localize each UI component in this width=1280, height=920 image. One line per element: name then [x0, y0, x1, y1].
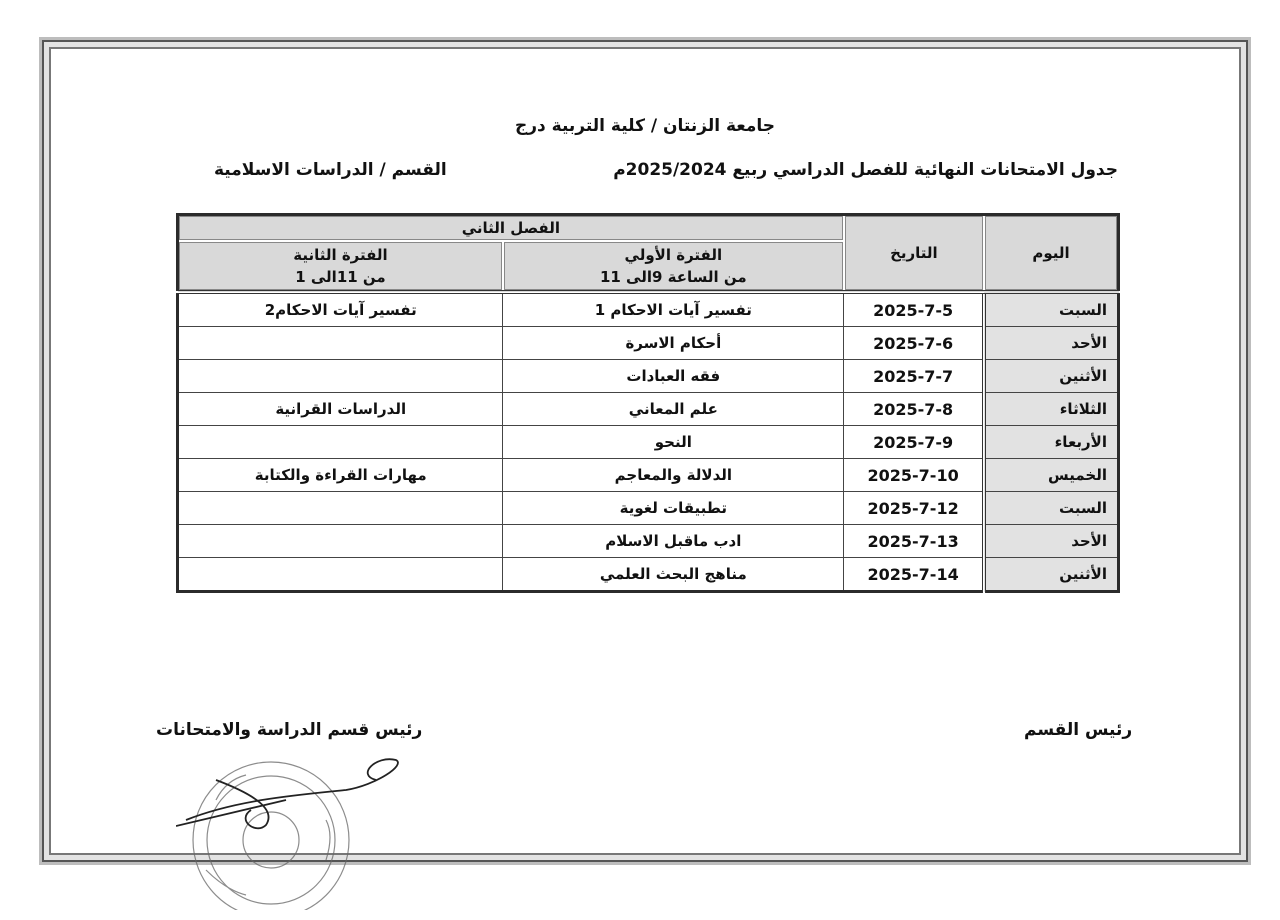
- day-cell: الأربعاء: [984, 426, 1118, 459]
- table-row: [178, 393, 1119, 426]
- date-cell: 2025-7-14: [844, 558, 984, 592]
- header-semester: الفصل الثاني: [178, 215, 844, 242]
- day-cell: الخميس: [984, 459, 1118, 492]
- table-row: [178, 327, 1119, 360]
- date-cell: 2025-7-12: [844, 492, 984, 525]
- official-stamp-signature: [176, 740, 416, 910]
- table-row: [178, 292, 1119, 327]
- period-2-cell: [178, 558, 503, 592]
- date-cell: 2025-7-6: [844, 327, 984, 360]
- header-period-2: [178, 241, 503, 292]
- table-row: [178, 360, 1119, 393]
- table-row: [178, 426, 1119, 459]
- period-2-cell: [178, 525, 503, 558]
- date-cell: 2025-7-9: [844, 426, 984, 459]
- period-1-cell: تفسير آيات الاحكام 1: [503, 292, 844, 327]
- period-2-cell: [178, 327, 503, 360]
- period-1-cell: علم المعاني: [503, 393, 844, 426]
- schedule-title: جدول الامتحانات النهائية للفصل الدراسي ربيع 2025/2024م: [613, 160, 1118, 180]
- period-2-cell: [178, 492, 503, 525]
- day-cell: السبت: [984, 292, 1118, 327]
- exam-schedule-table: [176, 213, 1120, 593]
- period-2-label: الفترة الثانية: [293, 246, 388, 264]
- period-1-time: من الساعة 9الى 11: [599, 268, 747, 286]
- day-cell: الأثنين: [984, 360, 1118, 393]
- header-period-1: [503, 241, 844, 292]
- period-1-cell: ادب ماقبل الاسلام: [503, 525, 844, 558]
- period-1-cell: تطبيقات لغوية: [503, 492, 844, 525]
- period-1-cell: أحكام الاسرة: [503, 327, 844, 360]
- period-2-cell: تفسير آيات الاحكام2: [178, 292, 503, 327]
- table-row: [178, 558, 1119, 592]
- table-row: [178, 459, 1119, 492]
- period-1-cell: النحو: [503, 426, 844, 459]
- department-label: القسم / الدراسات الاسلامية: [214, 160, 447, 180]
- day-cell: الثلاثاء: [984, 393, 1118, 426]
- department-head-signature-label: رئيس القسم: [1024, 720, 1133, 740]
- date-cell: 2025-7-8: [844, 393, 984, 426]
- date-cell: 2025-7-10: [844, 459, 984, 492]
- period-2-cell: [178, 360, 503, 393]
- date-cell: 2025-7-7: [844, 360, 984, 393]
- date-cell: 2025-7-5: [844, 292, 984, 327]
- period-1-cell: مناهج البحث العلمي: [503, 558, 844, 592]
- period-2-cell: مهارات القراءة والكتابة: [178, 459, 503, 492]
- day-cell: الأحد: [984, 327, 1118, 360]
- period-1-label: الفترة الأولي: [624, 246, 723, 264]
- table-row: [178, 525, 1119, 558]
- table-row: [178, 492, 1119, 525]
- exams-head-signature-label: رئيس قسم الدراسة والامتحانات: [156, 720, 423, 740]
- university-title: جامعة الزنتان / كلية التربية درج: [514, 116, 776, 136]
- period-1-cell: الدلالة والمعاجم: [503, 459, 844, 492]
- day-cell: الأثنين: [984, 558, 1118, 592]
- period-1-cell: فقه العبادات: [503, 360, 844, 393]
- date-cell: 2025-7-13: [844, 525, 984, 558]
- period-2-time: من 11الى 1: [295, 268, 386, 286]
- day-cell: السبت: [984, 492, 1118, 525]
- header-date: التاريخ: [844, 215, 984, 293]
- period-2-cell: [178, 426, 503, 459]
- period-2-cell: الدراسات القرانية: [178, 393, 503, 426]
- header-day: اليوم: [984, 215, 1118, 293]
- day-cell: الأحد: [984, 525, 1118, 558]
